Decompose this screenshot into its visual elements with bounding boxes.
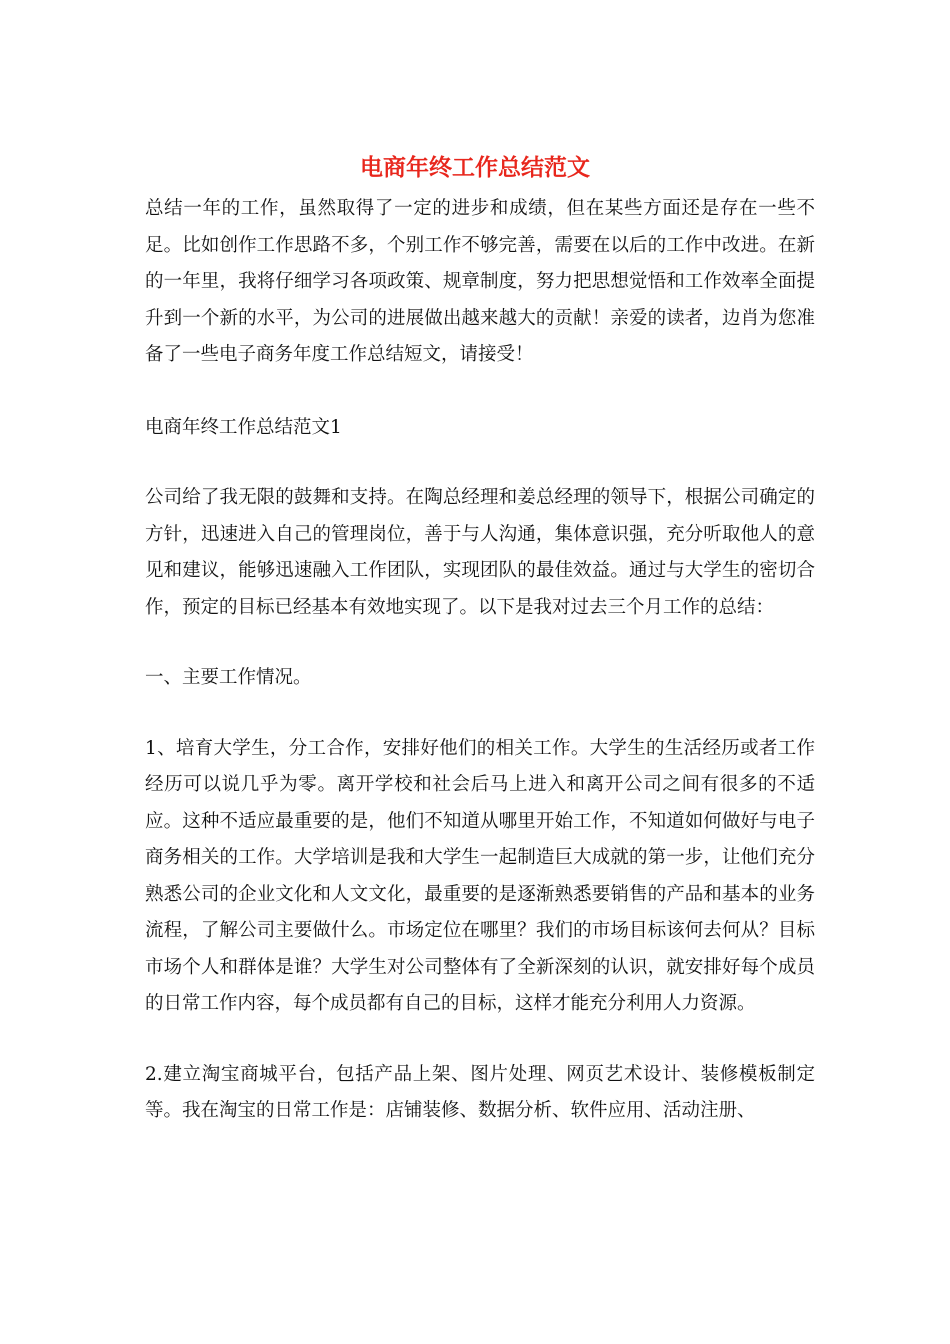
section-title: 电商年终工作总结范文1: [145, 416, 342, 438]
body-paragraph-3: 2.建立淘宝商城平台，包括产品上架、图片处理、网页艺术设计、装修模板制定等。我在淘宝的日常工作是：店铺装修、数据分析、软件应用、活动注册、: [145, 1063, 815, 1121]
document-title: 电商年终工作总结范文: [360, 154, 590, 181]
body-paragraph-1: 公司给了我无限的鼓舞和支持。在陶总经理和姜总经理的领导下，根据公司确定的方针，迅速进入自己的管理岗位，善于与人沟通，集体意识强，充分听取他人的意见和建议，能够迅速融入工作团队，实现团队的最佳效益。通过与大学生的密切合作，预定的目标已经基本有效地实现了。以下是我对过去三个月工作的总结：: [145, 487, 815, 618]
document-body: [145, 191, 815, 1164]
body-paragraph-2: 1、培育大学生，分工合作，安排好他们的相关工作。大学生的生活经历或者工作经历可以说几乎为零。离开学校和社会后马上进入和离开公司之间有很多的不适应。这种不适应最重要的是，他们不知道从哪里开始工作，不知道如何做好与电子商务相关的工作。大学培训是我和大学生一起制造巨大成就的第一步，让他们充分熟悉公司的企业文化和人文文化，最重要的是逐渐熟悉要销售的产品和基本的业务流程，了解公司主要做什么。市场定位在哪里？我们的市场目标该何去何从？目标市场个人和群体是谁？大学生对公司整体有了全新深刻的认识，就安排好每个成员的日常工作内容，每个成员都有自己的目标，这样才能充分利用人力资源。: [145, 737, 815, 1014]
section-heading-main-work: 一、主要工作情况。: [145, 667, 312, 688]
intro-paragraph: 总结一年的工作，虽然取得了一定的进步和成绩，但在某些方面还是存在一些不足。比如创作工作思路不多，个别工作不够完善，需要在以后的工作中改进。在新的一年里，我将仔细学习各项政策、规章制度，努力把思想觉悟和工作效率全面提升到一个新的水平，为公司的进展做出越来越大的贡献！亲爱的读者，边肖为您准备了一些电子商务年度工作总结短文，请接受！: [145, 198, 815, 365]
